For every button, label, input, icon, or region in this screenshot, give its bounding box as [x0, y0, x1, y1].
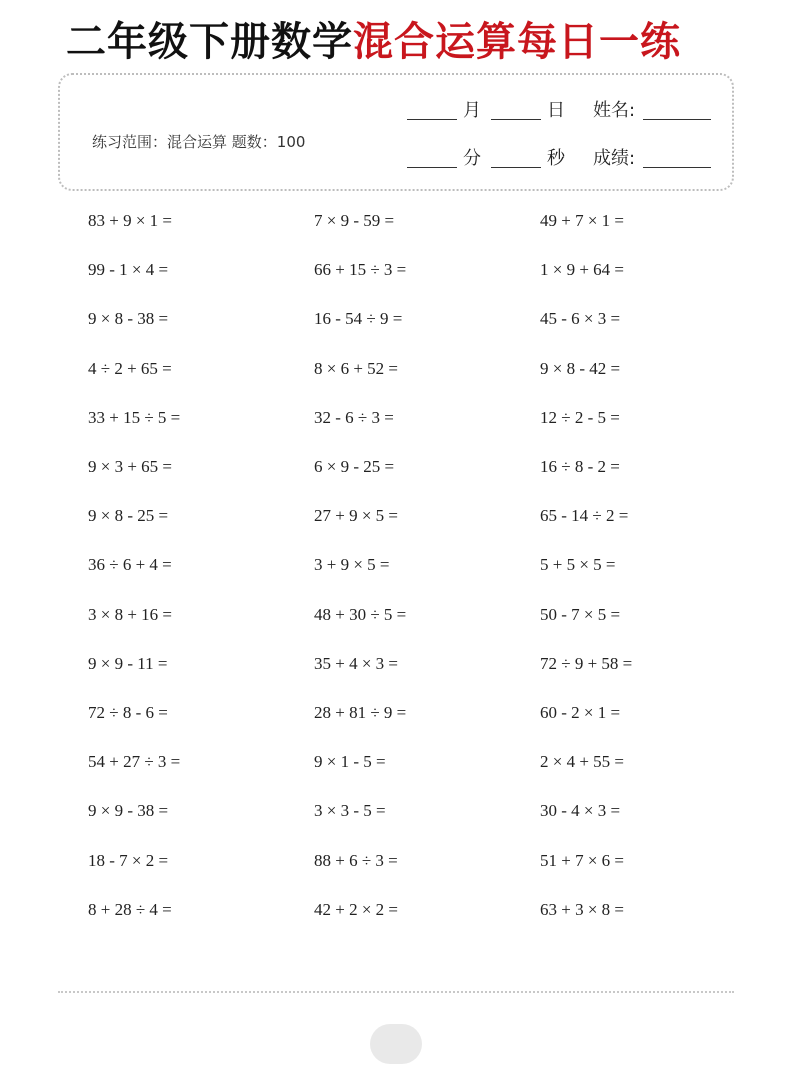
- score-label: 成绩:: [593, 148, 636, 169]
- info-box: [58, 73, 734, 191]
- minute-blank[interactable]: [407, 167, 457, 168]
- problem-item: 3 × 3 - 5 =: [314, 801, 386, 821]
- problem-item: 4 ÷ 2 + 65 =: [88, 358, 172, 378]
- problem-item: 72 ÷ 9 + 58 =: [540, 653, 633, 673]
- problem-item: 99 - 1 × 4 =: [88, 260, 169, 280]
- problem-item: 9 × 8 - 42 =: [540, 358, 621, 378]
- date-name-row: [405, 99, 725, 125]
- problem-item: 36 ÷ 6 + 4 =: [88, 555, 172, 575]
- problem-item: 72 ÷ 8 - 6 =: [88, 703, 168, 722]
- day-blank[interactable]: [491, 119, 541, 120]
- problem-item: 35 + 4 × 3 =: [314, 653, 399, 673]
- problem-item: 83 + 9 × 1 =: [88, 211, 173, 230]
- problem-item: 9 × 9 - 38 =: [88, 801, 169, 821]
- problem-item: 12 ÷ 2 - 5 =: [540, 407, 620, 427]
- problem-item: 8 × 6 + 52 =: [314, 358, 399, 378]
- minute-label: 分: [463, 148, 481, 169]
- time-score-row: [405, 147, 725, 173]
- problem-item: 16 ÷ 8 - 2 =: [540, 457, 620, 476]
- problem-item: 2 × 4 + 55 =: [540, 752, 625, 772]
- problem-item: 65 - 14 ÷ 2 =: [540, 506, 629, 526]
- name-blank[interactable]: [643, 119, 711, 120]
- problem-item: 42 + 2 × 2 =: [314, 899, 399, 919]
- worksheet-title: [66, 12, 681, 72]
- problem-item: 45 - 6 × 3 =: [540, 309, 621, 329]
- second-blank[interactable]: [491, 167, 541, 168]
- page-indicator: [370, 1024, 422, 1064]
- problem-item: 32 - 6 ÷ 3 =: [314, 407, 394, 427]
- score-blank[interactable]: [643, 167, 711, 168]
- problem-item: 27 + 9 × 5 =: [314, 506, 399, 526]
- title-topic-part: 混合运算每日一练: [353, 19, 681, 65]
- problem-item: 49 + 7 × 1 =: [540, 211, 625, 230]
- month-label: 月: [463, 100, 481, 121]
- problem-item: 9 × 1 - 5 =: [314, 752, 386, 772]
- problem-item: 51 + 7 × 6 =: [540, 850, 625, 870]
- problem-item: 48 + 30 ÷ 5 =: [314, 604, 407, 624]
- title-grade-part: 二年级下册数学: [66, 19, 353, 65]
- problem-item: 7 × 9 - 59 =: [314, 211, 395, 230]
- bottom-divider: [58, 991, 734, 993]
- name-label: 姓名:: [593, 100, 636, 121]
- problem-item: 8 + 28 ÷ 4 =: [88, 899, 172, 919]
- day-label: 日: [547, 100, 565, 121]
- problem-item: 9 × 8 - 38 =: [88, 309, 169, 329]
- problem-item: 9 × 9 - 11 =: [88, 653, 168, 673]
- practice-scope: 练习范围：混合运算 题数：100: [92, 133, 306, 151]
- problem-item: 28 + 81 ÷ 9 =: [314, 703, 407, 722]
- second-label: 秒: [547, 148, 565, 169]
- month-blank[interactable]: [407, 119, 457, 120]
- problem-item: 60 - 2 × 1 =: [540, 703, 621, 722]
- problem-item: 50 - 7 × 5 =: [540, 604, 621, 624]
- problem-item: 66 + 15 ÷ 3 =: [314, 260, 407, 280]
- problem-item: 9 × 3 + 65 =: [88, 457, 173, 476]
- problem-item: 18 - 7 × 2 =: [88, 850, 169, 870]
- problem-item: 88 + 6 ÷ 3 =: [314, 850, 398, 870]
- problem-item: 54 + 27 ÷ 3 =: [88, 752, 181, 772]
- problem-item: 9 × 8 - 25 =: [88, 506, 169, 526]
- problem-item: 16 - 54 ÷ 9 =: [314, 309, 403, 329]
- problem-item: 3 + 9 × 5 =: [314, 555, 390, 575]
- problem-item: 6 × 9 - 25 =: [314, 457, 395, 476]
- problem-item: 3 × 8 + 16 =: [88, 604, 173, 624]
- problem-item: 5 + 5 × 5 =: [540, 555, 616, 575]
- problem-item: 30 - 4 × 3 =: [540, 801, 621, 821]
- problem-item: 63 + 3 × 8 =: [540, 899, 625, 919]
- problem-item: 1 × 9 + 64 =: [540, 260, 625, 280]
- problem-item: 33 + 15 ÷ 5 =: [88, 407, 181, 427]
